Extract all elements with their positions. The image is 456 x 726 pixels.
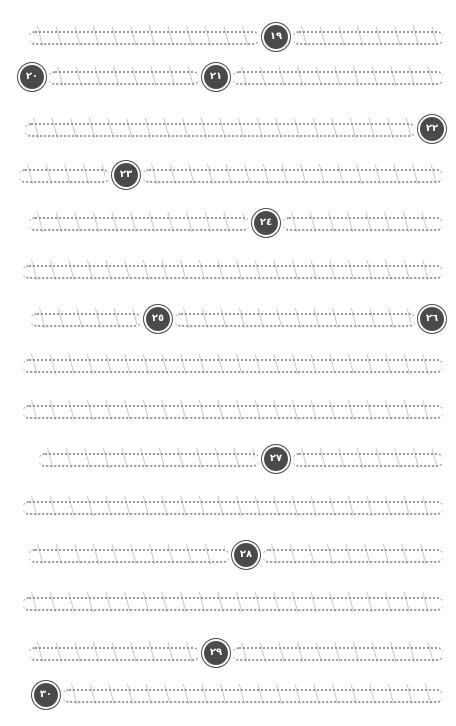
text-line — [10, 488, 446, 526]
verse-text — [293, 24, 443, 50]
verse-text — [23, 494, 443, 520]
text-line — [10, 156, 446, 194]
verse-text — [233, 64, 443, 90]
verse-marker-30: ٣٠ — [34, 683, 58, 707]
verse-text — [263, 542, 443, 568]
text-line — [10, 634, 446, 672]
verse-text — [25, 116, 415, 142]
text-line — [10, 346, 446, 384]
verse-text — [29, 24, 259, 50]
verse-text — [29, 640, 199, 666]
verse-text — [233, 640, 443, 666]
text-line — [10, 536, 446, 574]
verse-marker-23: ٢٣ — [114, 163, 138, 187]
verse-marker-21: ٢١ — [204, 65, 228, 89]
verse-text — [63, 682, 443, 708]
verse-text — [31, 306, 141, 332]
text-line — [10, 204, 446, 242]
verse-text — [39, 446, 259, 472]
text-line — [10, 18, 446, 56]
verse-text — [293, 446, 443, 472]
verse-text — [23, 590, 443, 616]
verse-text — [23, 258, 443, 284]
verse-marker-22: ٢٢ — [420, 117, 444, 141]
verse-text — [23, 352, 443, 378]
text-line — [10, 252, 446, 290]
verse-text — [283, 210, 443, 236]
text-line — [10, 110, 446, 148]
text-line — [10, 440, 446, 478]
text-line — [10, 58, 446, 96]
verse-marker-20: ٢٠ — [20, 65, 44, 89]
verse-marker-19: ١٩ — [264, 25, 288, 49]
verse-text — [29, 210, 249, 236]
text-line — [10, 300, 446, 338]
verse-text — [29, 542, 229, 568]
text-line — [10, 584, 446, 622]
verse-text — [49, 64, 199, 90]
verse-text — [19, 162, 109, 188]
verse-marker-25: ٢٥ — [146, 307, 170, 331]
text-line — [10, 676, 446, 714]
verse-marker-29: ٢٩ — [204, 641, 228, 665]
verse-marker-26: ٢٦ — [420, 307, 444, 331]
verse-marker-27: ٢٧ — [264, 447, 288, 471]
verse-marker-28: ٢٨ — [234, 543, 258, 567]
verse-text — [143, 162, 443, 188]
verse-text — [175, 306, 415, 332]
text-line — [10, 392, 446, 430]
verse-marker-24: ٢٤ — [254, 211, 278, 235]
verse-text — [23, 398, 443, 424]
